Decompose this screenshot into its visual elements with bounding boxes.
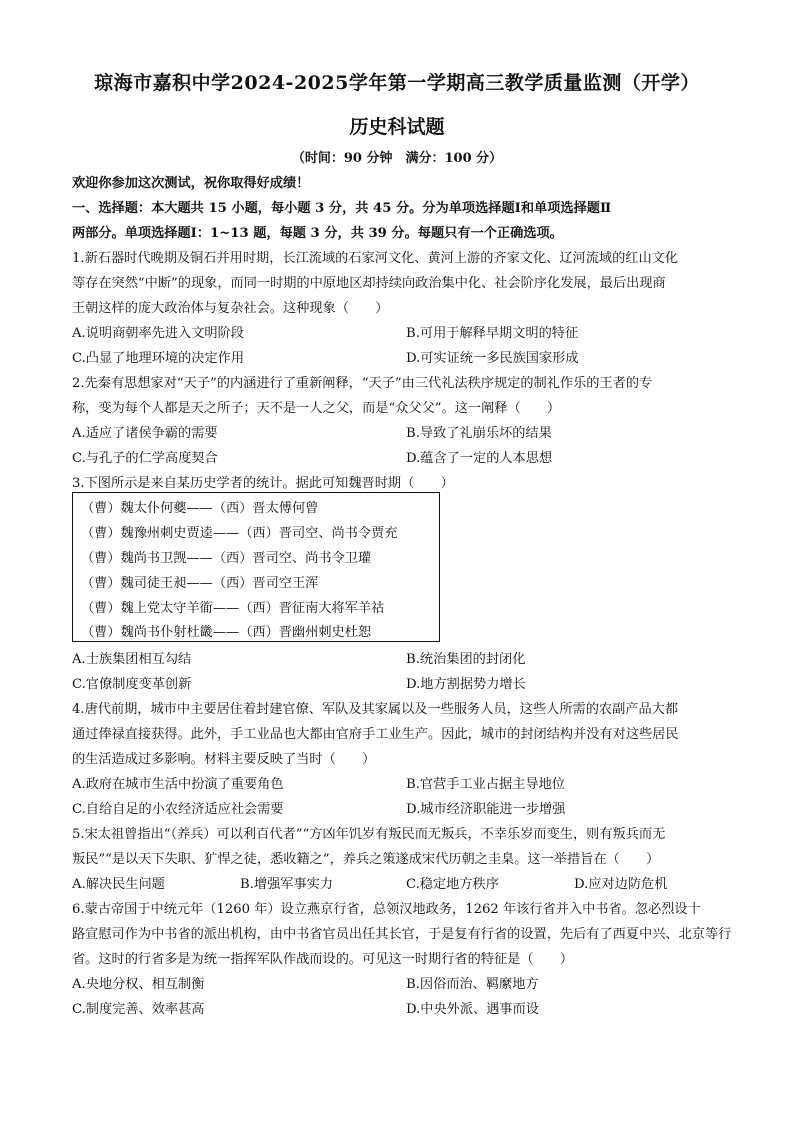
q2-option-d[interactable]: D.蕴含了一定的人本思想 <box>406 451 553 466</box>
q3-table-row: （曹）魏太仆何夔——（西）晋太傅何曾 <box>81 501 319 516</box>
exam-time-score: （时间：90 分钟 满分：100 分） <box>291 151 503 166</box>
q6-option-a[interactable]: A.央地分权、相互制衡 <box>72 977 205 992</box>
exam-title: 琼海市嘉积中学2024-2025学年第一学期高三教学质量监测（开学） <box>94 72 700 94</box>
q2-option-c[interactable]: C.与孔子的仁学高度契合 <box>72 451 218 466</box>
q4-stem-line: 4.唐代前期，城市中主要居住着封建官僚、军队及其家属以及一些服务人员，这些人所需的农副产品大都 <box>72 702 679 717</box>
q3-table-row: （曹）魏司徒王昶——（西）晋司空王浑 <box>81 576 319 591</box>
exam-subject: 历史科试题 <box>349 116 445 138</box>
q5-option-b[interactable]: B.增强军事实力 <box>240 877 334 892</box>
q3-table-row: （曹）魏尚书仆射杜畿——（西）晋幽州刺史杜恕 <box>81 625 372 640</box>
q6-stem-line: 路宣慰司作为中书省的派出机构，由中书省官员出任其长官，于是复有行省的设置，先后有了西夏中兴、北京等行 <box>72 927 732 942</box>
q3-option-a[interactable]: A.士族集团相互勾结 <box>72 652 192 667</box>
q5-stem-line: 5.宋太祖曾指出“（养兵）可以利百代者”“方凶年饥岁有叛民而无叛兵，不幸乐岁而变生，则有叛兵而无 <box>72 827 666 842</box>
q4-stem-line: 的生活造成过多影响。材料主要反映了当时（ ） <box>72 752 376 767</box>
q3-table-row: （曹）魏上党太守羊衜——（西）晋征南大将军羊祜 <box>81 601 385 616</box>
section-heading-line-1: 一、选择题：本大题共 15 小题，每小题 3 分，共 45 分。分为单项选择题Ⅰ和单项选择题Ⅱ <box>72 201 612 216</box>
q1-stem-line: 等存在突然“中断”的现象，而同一时期的中原地区却持续向政治集中化、社会阶序化发展，最后出现商 <box>72 276 666 291</box>
q2-stem-line: 称，变为每个人都是天之所子；天不是一人之父，而是“众父父”。这一阐释（ ） <box>72 401 561 416</box>
q6-option-c[interactable]: C.制度完善、效率甚高 <box>72 1002 205 1017</box>
q4-stem-line: 通过俸禄直接获得。此外，手工业品也大都由官府手工业生产。因此，城市的封闭结构并没有对这些居民 <box>72 727 679 742</box>
q4-option-d[interactable]: D.城市经济职能进一步增强 <box>406 802 566 817</box>
q2-stem-line: 2.先秦有思想家对“天子”的内涵进行了重新阐释，“天子”由三代礼法秩序规定的制礼作乐的王者的专 <box>72 376 653 391</box>
q2-option-a[interactable]: A.适应了诸侯争霸的需要 <box>72 426 218 441</box>
q5-option-d[interactable]: D.应对边防危机 <box>574 877 668 892</box>
q1-option-b[interactable]: B.可用于解释早期文明的特征 <box>406 326 579 341</box>
q1-option-c[interactable]: C.凸显了地理环境的决定作用 <box>72 351 245 366</box>
q3-option-b[interactable]: B.统治集团的封闭化 <box>406 652 526 667</box>
q6-option-d[interactable]: D.中央外派、遇事而设 <box>406 1002 539 1017</box>
q1-stem-line: 王朝这样的庞大政治体与复杂社会。这种现象（ ） <box>72 301 389 316</box>
q3-table-row: （曹）魏豫州刺史贾逵——（西）晋司空、尚书令贾充 <box>81 526 398 541</box>
section-heading-line-2: 两部分。单项选择题Ⅰ：1~13 题，每题 3 分，共 39 分。每题只有一个正确选项。 <box>72 226 563 241</box>
q3-option-c[interactable]: C.官僚制度变革创新 <box>72 677 192 692</box>
q1-option-d[interactable]: D.可实证统一多民族国家形成 <box>406 351 579 366</box>
q6-stem-line: 省。这时的行省多是为统一指挥军队作战而设的。可见这一时期行省的特征是（ ） <box>72 952 574 967</box>
q3-statistics-box <box>72 492 440 642</box>
q3-table-row: （曹）魏尚书卫觊——（西）晋司空、尚书令卫瓘 <box>81 551 372 566</box>
q1-option-a[interactable]: A.说明商朝率先进入文明阶段 <box>72 326 244 341</box>
q3-option-d[interactable]: D.地方割据势力增长 <box>406 677 526 692</box>
q4-option-c[interactable]: C.自给自足的小农经济适应社会需要 <box>72 802 284 817</box>
q6-option-b[interactable]: B.因俗而治、羁縻地方 <box>406 977 539 992</box>
q4-option-a[interactable]: A.政府在城市生活中扮演了重要角色 <box>72 777 284 792</box>
q2-option-b[interactable]: B.导致了礼崩乐坏的结果 <box>406 426 552 441</box>
greeting: 欢迎你参加这次测试，祝你取得好成绩！ <box>72 176 310 191</box>
q6-stem-line: 6.蒙古帝国于中统元年（1260 年）设立燕京行省，总领汉地政务，1262 年该行省并入中书省。忽必烈设十 <box>72 902 701 917</box>
q5-stem-line: 叛民”“是以天下失职、犷悍之徒，悉收籍之”，养兵之策遂成宋代历朝之圭臬。这一举措旨在（ ） <box>72 852 660 867</box>
q3-stem-line: 3.下图所示是来自某历史学者的统计。据此可知魏晋时期（ ） <box>72 476 454 491</box>
q4-option-b[interactable]: B.官营手工业占据主导地位 <box>406 777 565 792</box>
q5-option-c[interactable]: C.稳定地方秩序 <box>406 877 499 892</box>
q1-stem-line: 1.新石器时代晚期及铜石并用时期，长江流域的石家河文化、黄河上游的齐家文化、辽河流域的红山文化 <box>72 251 679 266</box>
q5-option-a[interactable]: A.解决民生问题 <box>72 877 165 892</box>
